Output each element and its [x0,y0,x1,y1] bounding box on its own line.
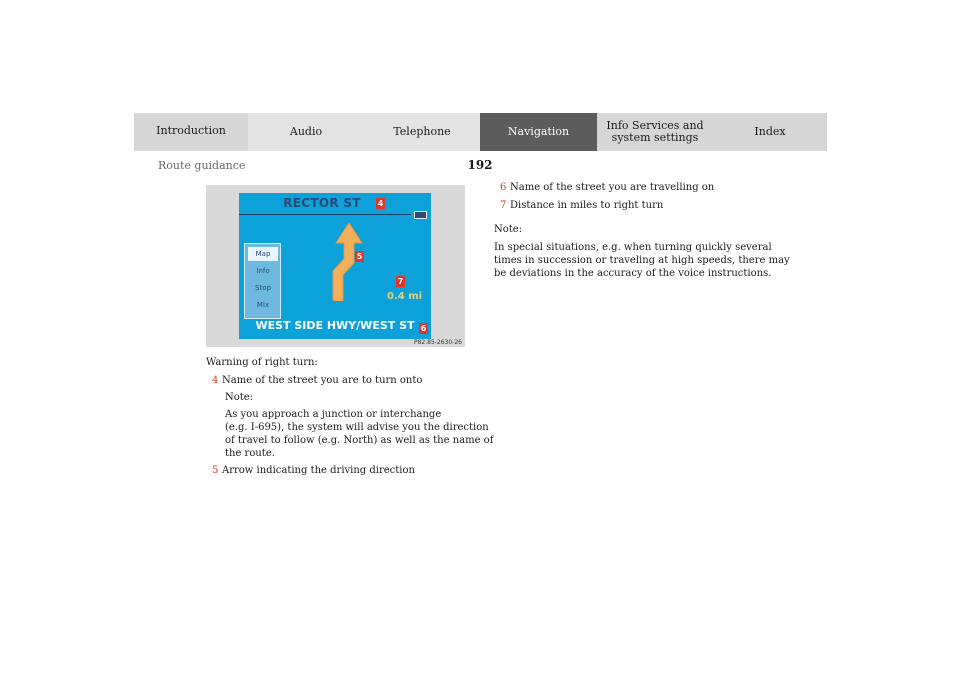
turn-street-name: RECTOR ST [283,196,361,210]
note-line: times in succession or traveling at high speeds, there may [494,255,790,266]
note-line: (e.g. I-695), the system will advise you the direction [225,422,489,433]
item-number: 4 [212,375,219,386]
item-number: 5 [212,465,219,476]
tab-introduction[interactable]: Introduction [134,113,248,151]
tab-navigation[interactable]: Navigation [480,113,597,151]
intro-text: Warning of right turn: [206,357,318,368]
tab-telephone[interactable]: Telephone [364,113,480,151]
tab-audio[interactable]: Audio [248,113,364,151]
navigation-screen [239,193,431,339]
chapter-tab-bar [134,113,827,151]
note-line: As you approach a junction or interchange [225,409,442,420]
menu-item-info[interactable]: Info [256,267,270,275]
note-label: Note: [225,392,254,403]
figure-code: P82.85-2630-26 [413,339,462,346]
item-text: Name of the street you are travelling on [510,182,715,193]
screen-menu [244,243,281,319]
current-street-name: WEST SIDE HWY/WEST ST [255,319,415,332]
item-number: 7 [500,200,507,211]
list-item-4 [212,375,422,387]
menu-item-stop[interactable]: Stop [255,284,271,292]
note-line: be deviations in the accuracy of the voice instructions. [494,268,772,279]
list-item-5 [212,465,415,477]
item-text: Arrow indicating the driving direction [222,465,415,476]
item-number: 6 [500,182,507,193]
tab-index[interactable]: Index [713,113,827,151]
note-line: of travel to follow (e.g. North) as well as the name of [225,435,494,446]
callout-badge-6: 6 [420,324,427,333]
distance-to-turn: 0.4 mi [387,291,423,302]
item-text: Distance in miles to right turn [510,200,664,211]
map-mini-icon [414,211,427,219]
menu-item-map[interactable]: Map [248,247,278,261]
callout-badge-4: 4 [377,199,384,208]
note-label: Note: [494,224,523,235]
section-title: Route guidance [158,159,246,172]
navigation-display-figure [206,185,465,347]
menu-item-mix[interactable]: Mix [256,301,270,309]
tab-info-services[interactable]: Info Services and system settings [597,113,713,151]
callout-badge-5: 5 [356,252,363,261]
note-line: the route. [225,448,275,459]
note-line: In special situations, e.g. when turning quickly several [494,242,772,253]
screen-divider [239,214,411,215]
page-number: 192 [467,158,493,172]
list-item-6 [500,182,714,194]
list-item-7 [500,200,663,212]
callout-badge-7: 7 [397,277,404,286]
item-text: Name of the street you are to turn onto [222,375,423,386]
